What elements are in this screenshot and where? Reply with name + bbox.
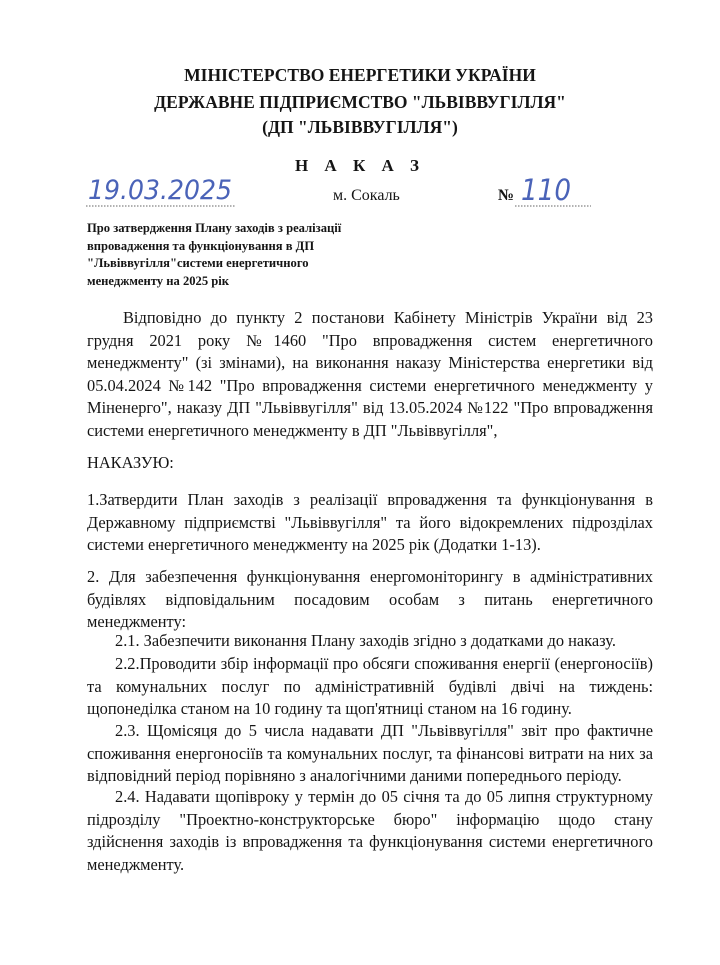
item-2-paragraph: 2. Для забезпечення функціонування енергомоніторингу в адміністративних будівлях відповідальним посадовим особам з питань енергетичного менеджменту: bbox=[87, 567, 653, 632]
subject-line: "Львіввугілля"системи енергетичного bbox=[87, 256, 309, 270]
enterprise-short-heading: (ДП "ЛЬВІВВУГІЛЛЯ") bbox=[262, 117, 458, 137]
subject-line: Про затвердження Плану заходів з реалізації bbox=[87, 221, 342, 235]
item-1-paragraph: 1.Затвердити План заходів з реалізації впровадження та функціонування в Державному підприємстві "Львіввугілля" та його відокремлених підрозділах системи енергетичного менеджменту на 2025 рік (Додатки 1-13). bbox=[87, 490, 653, 555]
ministry-heading: МІНІСТЕРСТВО ЕНЕРГЕТИКИ УКРАЇНИ bbox=[184, 65, 536, 85]
item-2-1-paragraph: 2.1. Забезпечити виконання Плану заходів згідно з додатками до наказу. bbox=[115, 631, 616, 650]
date-value: 19.03.2025 bbox=[88, 175, 232, 206]
enterprise-heading: ДЕРЖАВНЕ ПІДПРИЄМСТВО "ЛЬВІВВУГІЛЛЯ" bbox=[154, 92, 566, 112]
order-word: НАКАЗУЮ: bbox=[87, 453, 174, 472]
order-title: Н А К А З bbox=[294, 156, 426, 175]
city-label: м. Сокаль bbox=[333, 187, 400, 204]
item-2-4-paragraph: 2.4. Надавати щопівроку у термін до 05 січня та до 05 липня структурному підрозділу "Проектно-конструкторське бюро" інформацію щодо стану здійснення заходів із впровадження та функціонування системи енергетичного менеджменту. bbox=[87, 787, 653, 874]
handwritten-order-number bbox=[515, 171, 591, 209]
item-2-2-paragraph: 2.2.Проводити збір інформації про обсяги споживання енергії (енергоносіїв) та комунальних послуг по адміністративній будівлі двічі на тиждень: щопонеділка станом на 10 годину та щоп'ятниці станом на 16 годину. bbox=[87, 654, 653, 719]
preamble-paragraph: Відповідно до пункту 2 постанови Кабінету Міністрів України від 23 грудня 2021 року №1460 "Про впровадження систем енергетичного менеджменту" (зі змінами), на виконання наказу Міністерства енергетики від 05.04.2024 №142 "Про впровадження системи енергетичного менеджменту у Міненерго", наказу ДП "Львіввугілля" від 13.05.2024 №122 "Про впровадження системи енергетичного менеджменту в ДП "Львіввугілля", bbox=[87, 308, 653, 440]
item-2-3-paragraph: 2.3. Щомісяця до 5 числа надавати ДП "Львіввугілля" звіт про фактичне споживання енергоносіїв та комунальних послуг, та фінансові витрати на них за відповідний період порівняно з аналогічними даними попереднього періоду. bbox=[87, 721, 653, 786]
number-sign: № bbox=[498, 187, 515, 204]
order-number-value: 110 bbox=[521, 173, 571, 207]
order-subject bbox=[87, 220, 387, 290]
handwritten-date bbox=[86, 172, 236, 208]
subject-line: впровадження та функціонування в ДП bbox=[87, 238, 315, 253]
subject-line: менеджменту на 2025 рік bbox=[87, 273, 230, 288]
